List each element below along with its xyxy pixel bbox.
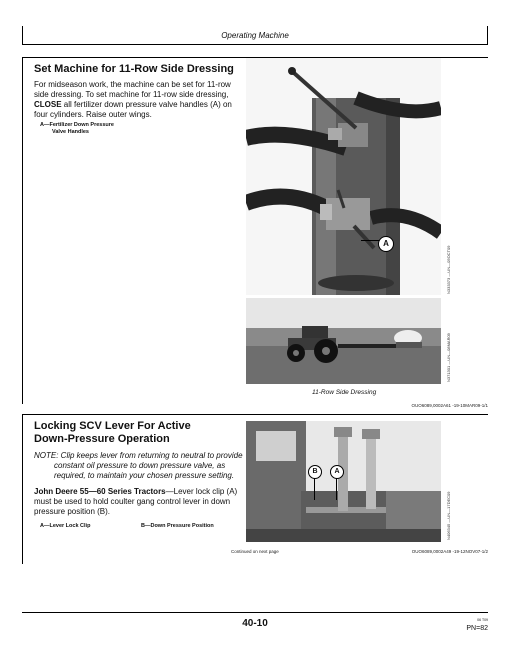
section2-ref: OUO6089,0002A49 -19-12NOV07-1/2 xyxy=(411,549,488,554)
footer-rule xyxy=(22,612,488,613)
footer-pn: PN=82 xyxy=(466,625,488,632)
section2-left-bar xyxy=(22,414,23,564)
scv-photo-graphic xyxy=(246,421,441,542)
body-line2: must be used to hold coulter gang control lever in down xyxy=(34,497,231,506)
section1-para-line3 xyxy=(34,100,244,110)
section1-left-bar xyxy=(22,57,23,404)
callout-a-label-2: A xyxy=(330,465,344,479)
section1-ref: OUO6089,0002A61 -19-10MAR09-1/1 xyxy=(411,403,488,408)
page-number: 40-10 xyxy=(242,618,268,629)
page-header-title: Operating Machine xyxy=(221,31,289,40)
section1-para-line2: side dressing. To set machine for 11-row side dressing, xyxy=(34,90,229,99)
tractor-photo-graphic xyxy=(246,298,441,384)
callout-b-label: B xyxy=(308,465,322,479)
footer-small-code: 06 T09 xyxy=(477,618,488,622)
legend-a-line2: Valve Handles xyxy=(52,129,89,135)
legend-down-pressure-position: B—Down Pressure Position xyxy=(141,523,214,529)
section2-title xyxy=(34,420,191,446)
header-rule xyxy=(22,44,488,45)
callout-a-leader xyxy=(361,240,379,241)
note-line1: NOTE: Clip keeps lever from returning to neutral to provide xyxy=(34,451,243,460)
section2-body xyxy=(34,487,246,517)
legend-a-line1: A—Fertilizer Down Pressure xyxy=(40,122,114,128)
scv-lever-photo xyxy=(246,421,441,542)
photo2-caption: 11-Row Side Dressing xyxy=(312,389,377,396)
section1-title: Set Machine for 11-Row Side Dressing xyxy=(34,63,234,75)
callout-b-leader xyxy=(314,478,315,500)
tractor-series-label: John Deere 55—60 Series Tractors xyxy=(34,487,166,496)
photo3-code: N406345 —UN—17DEC09 xyxy=(446,491,451,540)
section2-title-line2: Down-Pressure Operation xyxy=(34,433,170,445)
section1-para-line3-rest: all fertilizer down pressure valve handles (A) on xyxy=(61,100,232,109)
continued-note: Continued on next page xyxy=(231,549,279,554)
valve-handles-photo xyxy=(246,58,441,295)
section1-para-line4: four cylinders. Raise outer wings. xyxy=(34,110,152,119)
section2-note xyxy=(34,451,246,481)
close-emphasis: CLOSE xyxy=(34,100,62,109)
valve-photo-graphic xyxy=(246,58,441,295)
callout-a-leader-2 xyxy=(336,478,337,500)
body-line1 xyxy=(34,487,246,497)
callout-a-label: A xyxy=(378,236,394,252)
photo1-code: N333373 —UN—05OCT09 xyxy=(446,245,451,294)
section1-para-line1: For midseason work, the machine can be set for 11-row xyxy=(34,80,231,89)
section1-paragraph xyxy=(34,80,244,120)
tractor-field-photo xyxy=(246,298,441,384)
photo2-code: N371301 —UN—08MAR09 xyxy=(446,333,451,382)
body-line1-rest: —Lever lock clip (A) xyxy=(165,487,238,496)
section2-top-rule xyxy=(22,414,488,415)
note-line3: required, to maintain your chosen pressure setting. xyxy=(54,471,235,480)
note-line2: constant oil pressure to down pressure valve, as xyxy=(54,461,226,470)
section1-legend xyxy=(40,122,114,136)
body-line3: pressure position (B). xyxy=(34,507,111,516)
section2-title-line1: Locking SCV Lever For Active xyxy=(34,420,191,432)
legend-lever-lock-clip: A—Lever Lock Clip xyxy=(40,523,91,529)
